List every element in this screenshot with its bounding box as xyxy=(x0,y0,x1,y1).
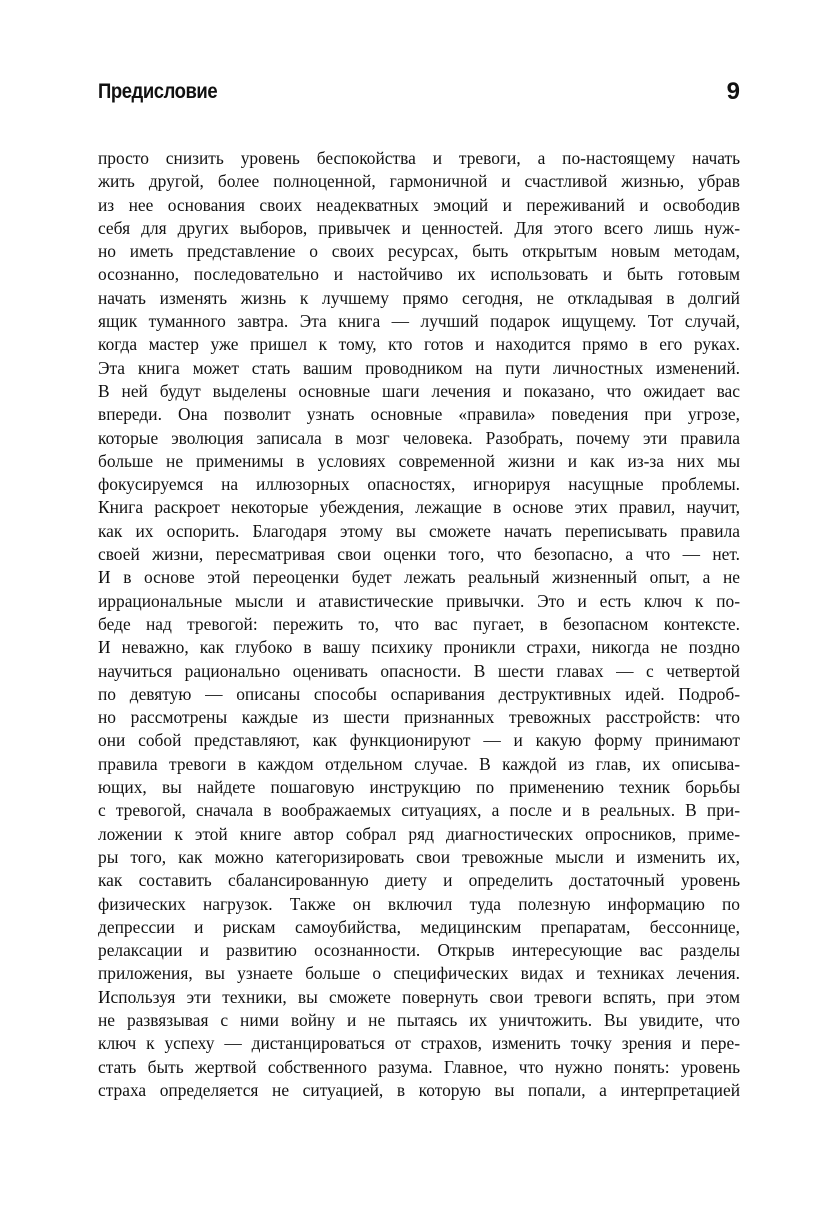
text-line: больше не применимы в условиях современной жизни и как из-за них мы xyxy=(98,450,740,471)
text-line: В ней будут выделены основные шаги лечения и показано, что ожидает вас xyxy=(98,380,740,401)
text-line: стать быть жертвой собственного разума. Главное, что нужно понять: уровень xyxy=(98,1056,740,1077)
text-line: как их оспорить. Благодаря этому вы сможете начать переписывать правила xyxy=(98,520,740,541)
body-text xyxy=(98,147,740,1102)
text-line: которые эволюция записала в мозг человека. Разобрать, почему эти правила xyxy=(98,427,740,448)
text-line: приложения, вы узнаете больше о специфических видах и техниках лечения. xyxy=(98,963,740,984)
text-line: ключ к успеху — дистанцироваться от страхов, изменить точку зрения и пере- xyxy=(98,1033,740,1054)
text-line: ры того, как можно категоризировать свои тревожные мысли и изменить их, xyxy=(98,846,740,867)
text-line: Эта книга может стать вашим проводником на пути личностных изменений. xyxy=(98,357,740,378)
text-line: впереди. Она позволит узнать основные «правила» поведения при угрозе, xyxy=(98,404,740,425)
text-line: как составить сбалансированную диету и определить достаточный уровень xyxy=(98,870,740,891)
text-line: они собой представляют, как функционируют — и какую форму принимают xyxy=(98,730,740,751)
running-title: Предисловие xyxy=(98,80,218,103)
text-line: не развязывая с ними войну и не пытаясь их уничтожить. Вы увидите, что xyxy=(98,1009,740,1030)
text-line: но рассмотрены каждые из шести признанных тревожных расстройств: что xyxy=(98,707,740,728)
text-line: просто снизить уровень беспокойства и тревоги, а по-настоящему начать xyxy=(98,148,740,168)
page-number: 9 xyxy=(726,78,740,105)
text-line: Книга раскроет некоторые убеждения, лежащие в основе этих правил, научит, xyxy=(98,497,740,518)
text-line: ющих, вы найдете пошаговую инструкцию по применению техник борьбы xyxy=(98,777,740,798)
text-line: но иметь представление о своих ресурсах, быть открытым новым методам, xyxy=(98,241,740,262)
text-line: жить другой, более полноценной, гармоничной и счастливой жизнью, убрав xyxy=(98,171,740,192)
text-line: правила тревоги в каждом отдельном случае. В каждой из глав, их описыва- xyxy=(98,753,740,774)
text-line: ящик туманного завтра. Эта книга — лучший подарок ищущему. Тот случай, xyxy=(98,311,740,332)
text-line: Используя эти техники, вы сможете повернуть свои тревоги вспять, при этом xyxy=(98,986,740,1007)
text-line: когда мастер уже пришел к тому, кто готов и находится прямо в его руках. xyxy=(98,334,740,355)
text-line: И неважно, как глубоко в вашу психику проникли страхи, никогда не поздно xyxy=(98,637,740,658)
text-line: осознанно, последовательно и настойчиво их использовать и быть готовым xyxy=(98,264,740,285)
text-line: себя для других выборов, привычек и ценностей. Для этого всего лишь нуж- xyxy=(98,217,740,238)
page-header xyxy=(98,80,740,112)
text-line: иррациональные мысли и атавистические привычки. Это и есть ключ к по- xyxy=(98,590,740,611)
text-line: научиться рационально оценивать опасности. В шести главах — с четвертой xyxy=(98,660,740,681)
text-line: из нее основания своих неадекватных эмоций и переживаний и освободив xyxy=(98,194,740,215)
text-line: начать изменять жизнь к лучшему прямо сегодня, не откладывая в долгий xyxy=(98,287,740,308)
text-line: депрессии и рискам самоубийства, медицинским препаратам, бессоннице, xyxy=(98,916,740,937)
text-line: беде над тревогой: пережить то, что вас пугает, в безопасном контексте. xyxy=(98,613,740,634)
text-line: с тревогой, сначала в воображаемых ситуациях, а после и в реальных. В при- xyxy=(98,800,740,821)
text-line: страха определяется не ситуацией, в которую вы попали, а интерпретацией xyxy=(98,1079,740,1100)
text-line: по девятую — описаны способы оспаривания деструктивных идей. Подроб- xyxy=(98,683,740,704)
text-line: ложении к этой книге автор собрал ряд диагностических опросников, приме- xyxy=(98,823,740,844)
text-line: релаксации и развитию осознанности. Открыв интересующие вас разделы xyxy=(98,940,740,961)
text-line: И в основе этой переоценки будет лежать реальный жизненный опыт, а не xyxy=(98,567,740,588)
text-line: фокусируемся на иллюзорных опасностях, игнорируя насущные проблемы. xyxy=(98,474,740,495)
text-line: своей жизни, пересматривая свои оценки того, что безопасно, а что — нет. xyxy=(98,544,740,565)
text-line: физических нагрузок. Также он включил туда полезную информацию по xyxy=(98,893,740,914)
